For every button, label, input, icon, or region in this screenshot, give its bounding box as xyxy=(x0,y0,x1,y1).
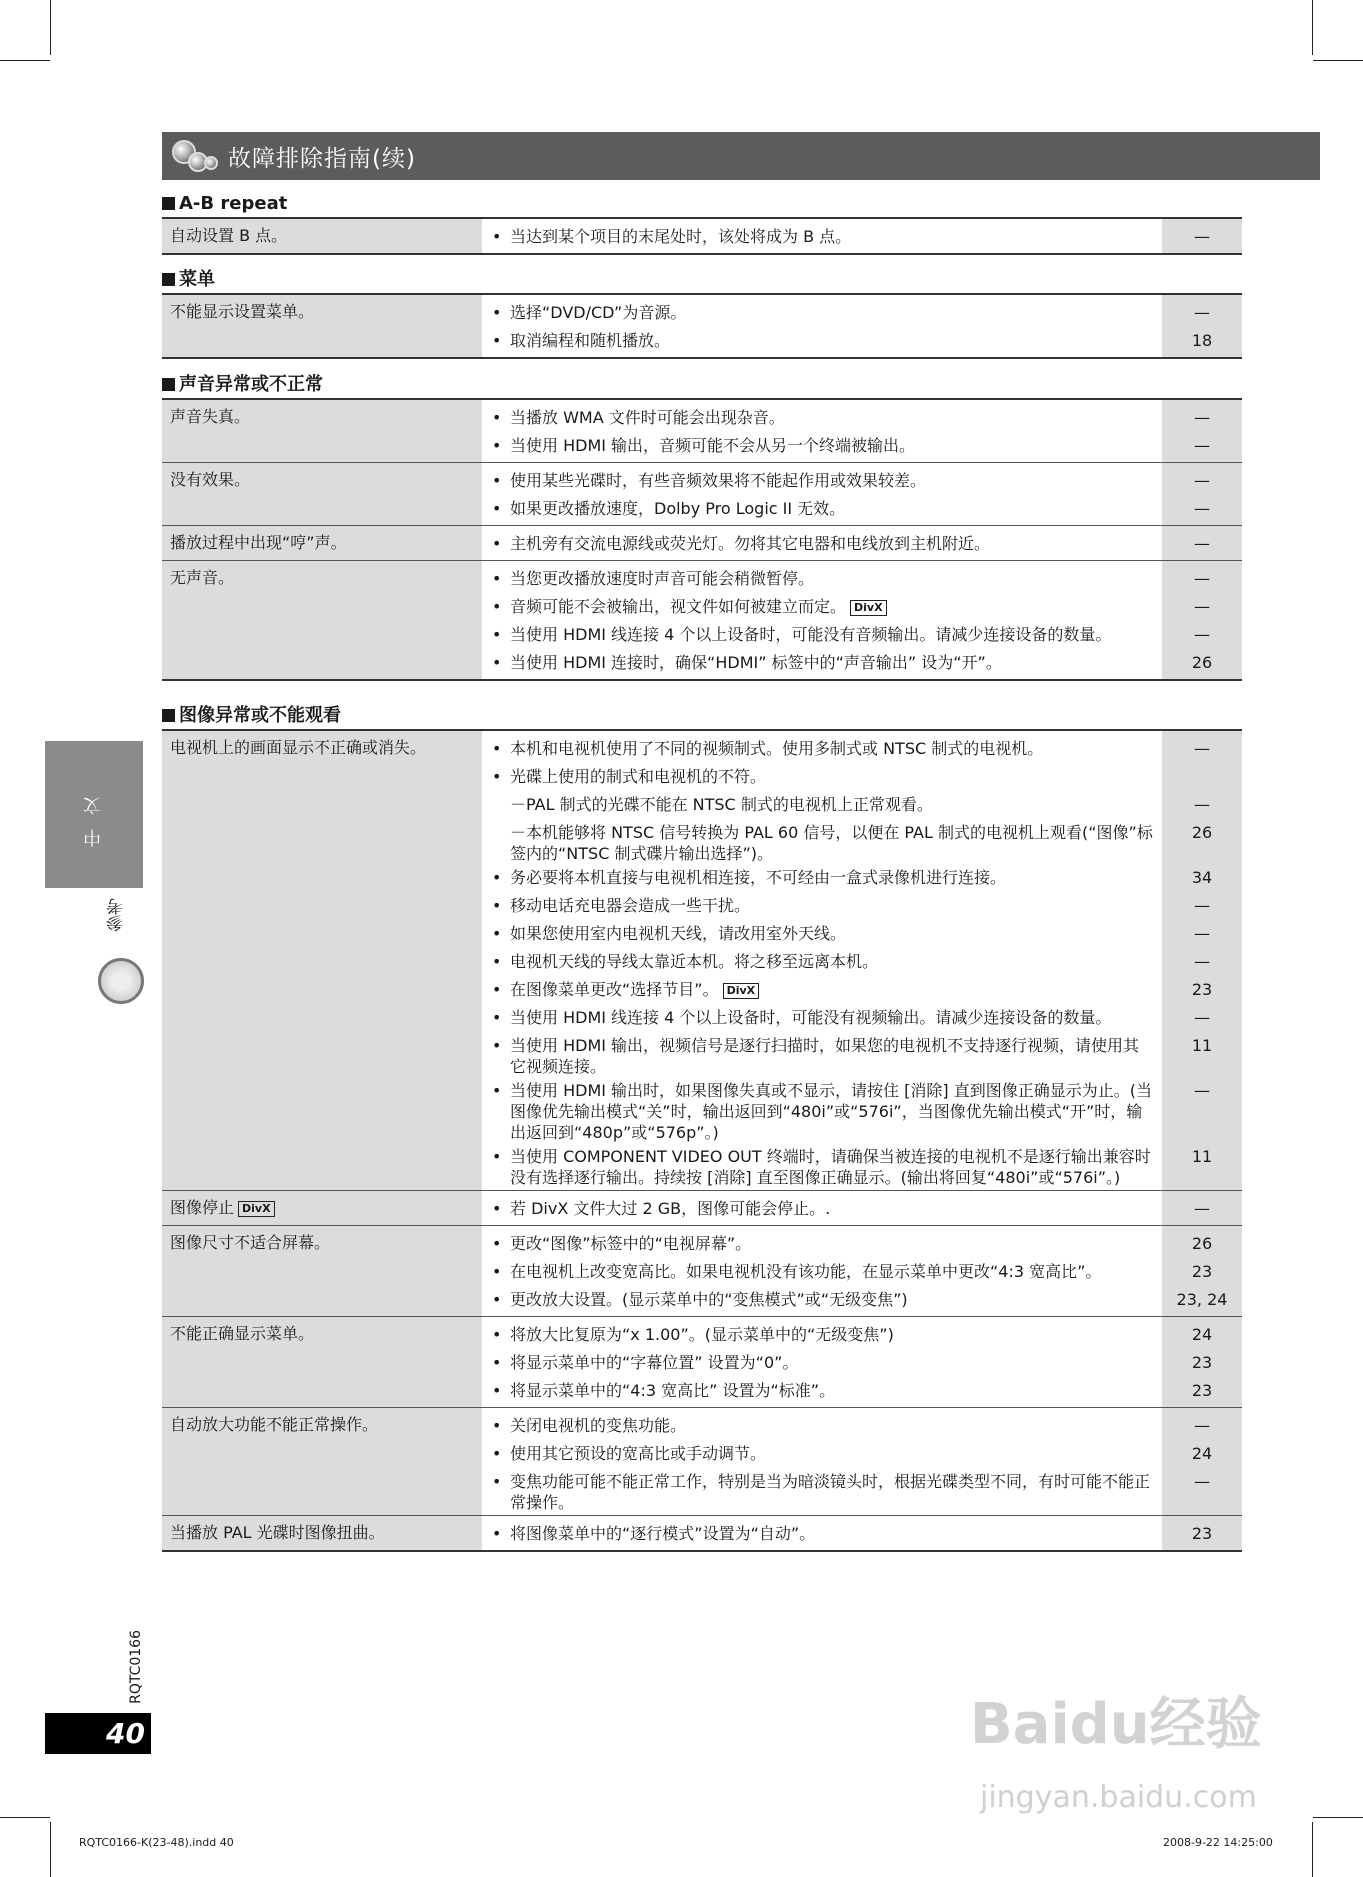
problem-cell: 没有效果。 xyxy=(162,463,482,525)
solution-item: • 在电视机上改变宽高比。如果电视机没有该功能，在显示菜单中更改“4:3 宽高比”。 xyxy=(492,1262,1102,1281)
page-ref: 26 xyxy=(1191,823,1213,842)
page-ref: 23 xyxy=(1191,1353,1213,1372)
book-icon xyxy=(98,958,144,1004)
page-ref: — xyxy=(1194,499,1210,518)
solution-item: • 当使用 COMPONENT VIDEO OUT 终端时，请确保当被连接的电视机不是逐行输出兼容时没有选择逐行输出。持续按 [消除] 直至图像正确显示。(输出将回复“480i”或“576i”。) xyxy=(492,1147,1151,1187)
crop-mark xyxy=(0,1817,50,1818)
page-ref-cell xyxy=(1162,1226,1242,1316)
solution-item: • 使用其它预设的宽高比或手动调节。 xyxy=(492,1444,767,1463)
crop-mark xyxy=(0,60,50,61)
page-ref: — xyxy=(1194,597,1210,616)
watermark-url: jingyan.baidu.com xyxy=(980,1780,1257,1815)
page-ref: 23 xyxy=(1191,980,1213,999)
page-ref: 24 xyxy=(1191,1444,1213,1463)
solution-cell xyxy=(482,1317,1162,1407)
crop-mark xyxy=(1312,0,1313,55)
section-title: A-B repeat xyxy=(162,190,1242,217)
solution-item: • 如果您使用室内电视机天线，请改用室外天线。 xyxy=(492,924,847,943)
solution-item: • 当播放 WMA 文件时可能会出现杂音。 xyxy=(492,408,785,427)
solution-item: • 使用某些光碟时，有些音频效果将不能起作用或效果较差。 xyxy=(492,471,927,490)
solution-item: • 若 DivX 文件大过 2 GB，图像可能会停止。. xyxy=(492,1199,831,1218)
solution-item: • 移动电话充电器会造成一些干扰。 xyxy=(492,896,751,915)
page-ref: — xyxy=(1194,1081,1210,1100)
solution-item: • 光碟上使用的制式和电视机的不符。 xyxy=(492,767,767,786)
page-ref-cell xyxy=(1162,526,1242,560)
page-ref: 11 xyxy=(1191,1036,1213,1055)
solution-cell xyxy=(482,219,1162,253)
footer-date: 2008-9-22 14:25:00 xyxy=(1163,1836,1273,1849)
crop-mark xyxy=(1312,1822,1313,1877)
page-ref xyxy=(1162,763,1242,791)
solution-item: －PAL 制式的光碟不能在 NTSC 制式的电视机上正常观看。 xyxy=(510,795,933,814)
troubleshoot-table xyxy=(162,398,1242,681)
solution-item: • 在图像菜单更改“选择节目”。 DivX xyxy=(492,976,1154,1004)
problem-cell: 图像尺寸不适合屏幕。 xyxy=(162,1226,482,1316)
table-row xyxy=(162,1190,1242,1225)
footer-file: RQTC0166-K(23-48).indd 40 xyxy=(79,1836,234,1849)
solution-item: • 本机和电视机使用了不同的视频制式。使用多制式或 NTSC 制式的电视机。 xyxy=(492,739,1044,758)
table-row xyxy=(162,219,1242,253)
section xyxy=(162,266,1242,359)
solution-item: • 取消编程和随机播放。 xyxy=(492,331,671,350)
page-ref: — xyxy=(1194,534,1210,553)
page-ref: — xyxy=(1194,1199,1210,1218)
solution-cell xyxy=(482,1516,1162,1550)
table-row xyxy=(162,731,1242,1190)
problem-cell: 图像停止 DivX xyxy=(162,1191,482,1225)
page-ref: 26 xyxy=(1191,653,1213,672)
divx-badge: DivX xyxy=(850,600,887,616)
solution-item: • 关闭电视机的变焦功能。 xyxy=(492,1416,687,1435)
solution-cell xyxy=(482,463,1162,525)
solution-item: • 如果更改播放速度，Dolby Pro Logic II 无效。 xyxy=(492,499,846,518)
solution-item: • 将图像菜单中的“逐行模式”设置为“自动”。 xyxy=(492,1524,816,1543)
bubbles-icon xyxy=(166,132,228,180)
troubleshoot-table xyxy=(162,293,1242,359)
page-ref-cell xyxy=(1162,463,1242,525)
table-row xyxy=(162,525,1242,560)
page-ref-cell xyxy=(1162,1516,1242,1550)
solution-item: • 将显示菜单中的“字幕位置” 设置为“0”。 xyxy=(492,1353,799,1372)
solution-item: • 当使用 HDMI 线连接 4 个以上设备时，可能没有音频输出。请减少连接设备的数量。 xyxy=(492,625,1112,644)
page-ref: — xyxy=(1194,436,1210,455)
solution-item: • 当使用 HDMI 输出，音频可能不会从另一个终端被输出。 xyxy=(492,436,916,455)
solution-cell xyxy=(482,1191,1162,1225)
language-tab: 中文 xyxy=(45,741,143,888)
page-title: 故障排除指南(续) xyxy=(228,145,416,172)
solution-cell xyxy=(482,731,1162,1190)
table-row xyxy=(162,295,1242,357)
page-ref: — xyxy=(1194,795,1210,814)
page-ref: — xyxy=(1194,408,1210,427)
page-ref-cell xyxy=(1162,219,1242,253)
solution-item: －本机能够将 NTSC 信号转换为 PAL 60 信号，以便在 PAL 制式的电视机上观看(“图像”标签内的“NTSC 制式碟片输出选择”)。 xyxy=(510,823,1153,863)
problem-cell: 无声音。 xyxy=(162,561,482,679)
section-title: 声音异常或不正常 xyxy=(162,371,1242,398)
solution-item: • 将放大比复原为“x 1.00”。(显示菜单中的“无级变焦”) xyxy=(492,1325,894,1344)
solution-cell xyxy=(482,561,1162,679)
crop-mark xyxy=(1313,60,1363,61)
crop-mark xyxy=(50,1822,51,1877)
problem-cell: 自动放大功能不能正常操作。 xyxy=(162,1408,482,1515)
solution-item: • 将显示菜单中的“4:3 宽高比” 设置为“标准”。 xyxy=(492,1381,836,1400)
page-ref: 23 xyxy=(1191,1262,1213,1281)
page-ref-cell xyxy=(1162,400,1242,462)
page-ref: — xyxy=(1194,625,1210,644)
table-row xyxy=(162,462,1242,525)
page-ref-cell xyxy=(1162,1191,1242,1225)
table-row xyxy=(162,1225,1242,1316)
solution-item: • 更改“图像”标签中的“电视屏幕”。 xyxy=(492,1234,752,1253)
page-ref: 23, 24 xyxy=(1176,1290,1228,1309)
document-number: RQTC0166 xyxy=(128,1630,144,1704)
page-ref-cell xyxy=(1162,295,1242,357)
page-ref: — xyxy=(1194,303,1210,322)
page-ref-cell xyxy=(1162,561,1242,679)
page-header xyxy=(162,132,1320,180)
section-title: 菜单 xyxy=(162,266,1242,293)
table-row xyxy=(162,1407,1242,1515)
problem-cell: 当播放 PAL 光碟时图像扭曲。 xyxy=(162,1516,482,1550)
section-title: 图像异常或不能观看 xyxy=(162,702,1242,729)
solution-item: • 当使用 HDMI 输出时，如果图像失真或不显示，请按住 [消除] 直到图像正确显示为止。(当图像优先输出模式“关”时，输出返回到“480i”或“576i”，当图像优先输出模式“开”时，输出返回到“480p”或“576p”。) xyxy=(492,1081,1152,1142)
section xyxy=(162,702,1242,1552)
page-ref: 11 xyxy=(1191,1147,1213,1166)
solution-cell xyxy=(482,295,1162,357)
troubleshoot-table xyxy=(162,217,1242,255)
solution-cell xyxy=(482,400,1162,462)
solution-item: • 变焦功能可能不能正常工作，特别是当为暗淡镜头时，根据光碟类型不同，有时可能不能正常操作。 xyxy=(492,1472,1151,1512)
page-ref: — xyxy=(1194,471,1210,490)
solution-item: • 当使用 HDMI 线连接 4 个以上设备时，可能没有视频输出。请减少连接设备的数量。 xyxy=(492,1008,1112,1027)
page-ref: 34 xyxy=(1191,868,1213,887)
page-ref: — xyxy=(1194,569,1210,588)
page-ref: 23 xyxy=(1191,1381,1213,1400)
divx-badge: DivX xyxy=(723,983,760,999)
page-ref: — xyxy=(1194,1472,1210,1491)
solution-item: • 电视机天线的导线太靠近本机。将之移至远离本机。 xyxy=(492,952,879,971)
problem-cell: 自动设置 B 点。 xyxy=(162,219,482,253)
solution-item: • 音频可能不会被输出，视文件如何被建立而定。 DivX xyxy=(492,593,1154,621)
solution-item: • 当使用 HDMI 输出，视频信号是逐行扫描时，如果您的电视机不支持逐行视频，请使用其它视频连接。 xyxy=(492,1036,1140,1076)
solution-item: • 当使用 HDMI 连接时，确保“HDMI” 标签中的“声音输出” 设为“开”。 xyxy=(492,653,1002,672)
table-row xyxy=(162,560,1242,679)
table-row xyxy=(162,400,1242,462)
problem-cell: 不能正确显示菜单。 xyxy=(162,1317,482,1407)
page-ref: — xyxy=(1194,896,1210,915)
page-number: 40 xyxy=(45,1713,151,1754)
page-ref: — xyxy=(1194,1008,1210,1027)
crop-mark xyxy=(50,0,51,55)
page-ref: — xyxy=(1194,227,1210,246)
page-ref-cell xyxy=(1162,1317,1242,1407)
problem-cell: 播放过程中出现“哼”声。 xyxy=(162,526,482,560)
troubleshoot-table xyxy=(162,729,1242,1552)
page-ref: — xyxy=(1194,1416,1210,1435)
solution-item: • 更改放大设置。(显示菜单中的“变焦模式”或“无级变焦”) xyxy=(492,1290,908,1309)
divx-badge: DivX xyxy=(238,1201,275,1217)
section xyxy=(162,190,1242,255)
solution-item: • 当您更改播放速度时声音可能会稍微暂停。 xyxy=(492,569,815,588)
page-ref: — xyxy=(1194,924,1210,943)
section xyxy=(162,371,1242,681)
solution-cell xyxy=(482,526,1162,560)
solution-cell xyxy=(482,1226,1162,1316)
crop-mark xyxy=(1313,1817,1363,1818)
page-ref-cell xyxy=(1162,731,1242,1190)
page-ref: 24 xyxy=(1191,1325,1213,1344)
solution-item: • 当达到某个项目的末尾处时，该处将成为 B 点。 xyxy=(492,227,852,246)
solution-item: • 选择“DVD/CD”为音源。 xyxy=(492,303,687,322)
page-ref-cell xyxy=(1162,1408,1242,1515)
table-row xyxy=(162,1316,1242,1407)
solution-cell xyxy=(482,1408,1162,1515)
page-ref: 26 xyxy=(1191,1234,1213,1253)
table-row xyxy=(162,1515,1242,1550)
page-ref: 18 xyxy=(1191,331,1213,350)
problem-cell: 电视机上的画面显示不正确或消失。 xyxy=(162,731,482,1190)
page-ref: — xyxy=(1194,952,1210,971)
page-ref: — xyxy=(1194,739,1210,758)
solution-item: • 主机旁有交流电源线或荧光灯。勿将其它电器和电线放到主机附近。 xyxy=(492,534,991,553)
problem-cell: 不能显示设置菜单。 xyxy=(162,295,482,357)
page-ref: 23 xyxy=(1191,1524,1213,1543)
reference-label: 参考 xyxy=(107,898,127,932)
solution-item: • 务必要将本机直接与电视机相连接，不可经由一盒式录像机进行连接。 xyxy=(492,868,1007,887)
watermark: Baidu经验 xyxy=(970,1692,1262,1757)
problem-cell: 声音失真。 xyxy=(162,400,482,462)
